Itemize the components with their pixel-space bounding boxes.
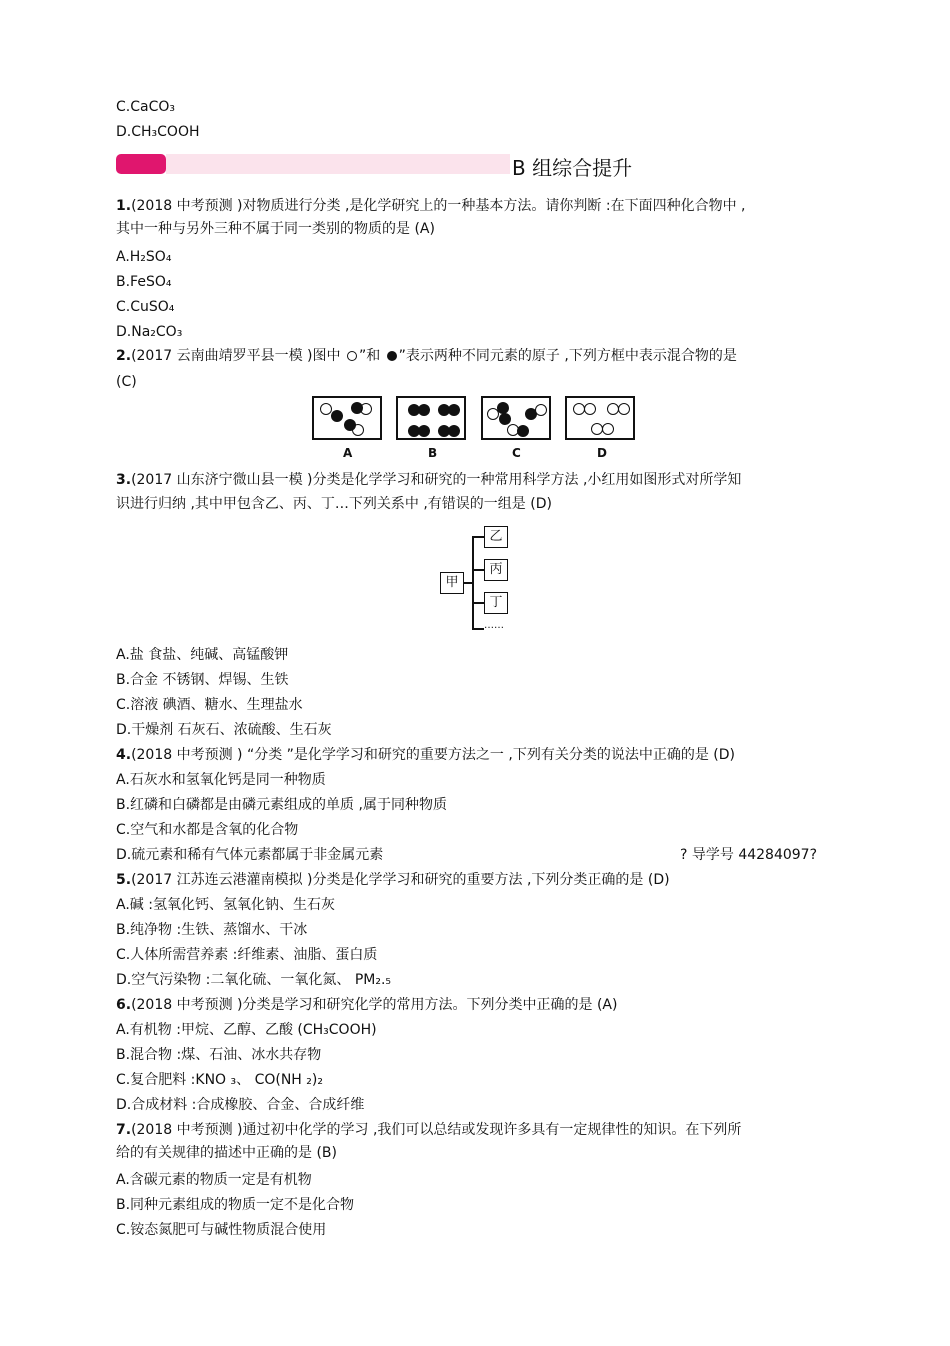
black-atom-icon	[351, 402, 363, 414]
diagram-box-d	[565, 396, 635, 440]
question-6	[116, 996, 617, 1014]
option-line: D.空气污染物 :二氧化硫、一氧化氮、 PM₂.₅	[116, 972, 392, 988]
question-text: ”和	[358, 348, 385, 364]
answer: (C)	[116, 374, 137, 390]
black-atom-icon	[448, 404, 460, 416]
option-line: B.红磷和白磷都是由磷元素组成的单质 ,属于同种物质	[116, 797, 447, 813]
option-line: B.纯净物 :生铁、蒸馏水、干冰	[116, 922, 308, 938]
option-line: A.碱 :氢氧化钙、氢氧化钠、生石灰	[116, 897, 335, 913]
white-atom-icon	[320, 403, 332, 415]
option-line: C.CuSO₄	[116, 299, 175, 315]
question-number: 6.	[116, 997, 132, 1013]
option-line: C.溶液 碘酒、糖水、生理盐水	[116, 697, 303, 713]
white-atom-icon	[584, 403, 596, 415]
question-number: 7.	[116, 1122, 132, 1138]
white-atom-icon	[602, 423, 614, 435]
question-text: (2018 中考预测 )分类是学习和研究化学的常用方法。下列分类中正确的是 (A)	[131, 997, 618, 1013]
question-text-cont: 其中一种与另外三种不属于同一类别的物质的是 (A)	[116, 221, 435, 237]
box-label: C	[512, 446, 521, 460]
question-5	[116, 871, 670, 889]
question-3	[116, 471, 741, 489]
tree-connector	[464, 582, 472, 584]
white-atom-icon	[618, 403, 630, 415]
section-banner-strip	[166, 154, 510, 174]
question-text: (2017 云南曲靖罗平县一模 )图中	[131, 348, 345, 364]
question-number: 4.	[116, 747, 132, 763]
box-label: A	[343, 446, 353, 460]
black-atom-icon	[448, 425, 460, 437]
diagram-box-c	[481, 396, 551, 440]
guide-number: ? 导学号 44284097?	[680, 847, 818, 863]
black-atom-icon	[387, 351, 397, 361]
question-number: 1.	[116, 198, 132, 214]
question-text: ”表示两种不同元素的原子 ,下列方框中表示混合物的是	[398, 348, 737, 364]
question-text: (2018 中考预测 ) “分类 ”是化学学习和研究的重要方法之一 ,下列有关分类的说法中正确的是 (D)	[131, 747, 735, 763]
option-line: C.复合肥料 :KNO ₃、 CO(NH ₂)₂	[116, 1072, 323, 1088]
tree-more: ……	[484, 620, 504, 631]
option-line: B.同种元素组成的物质一定不是化合物	[116, 1197, 355, 1213]
question-text: (2018 中考预测 )通过初中化学的学习 ,我们可以总结或发现许多具有一定规律性的知识。在下列所	[131, 1122, 742, 1138]
option-line: B.混合物 :煤、石油、冰水共存物	[116, 1047, 322, 1063]
option-line: D.Na₂CO₃	[116, 324, 183, 340]
option-line: C.铵态氮肥可与碱性物质混合使用	[116, 1222, 327, 1238]
option-line: D.硫元素和稀有气体元素都属于非金属元素	[116, 847, 384, 863]
white-atom-icon	[535, 404, 547, 416]
option-line: A.含碳元素的物质一定是有机物	[116, 1172, 312, 1188]
option-line: A.H₂SO₄	[116, 249, 172, 265]
tree-child: 丁	[484, 592, 508, 614]
option-line: A.石灰水和氢氧化钙是同一种物质	[116, 772, 326, 788]
question-number: 5.	[116, 872, 132, 888]
black-atom-icon	[344, 419, 356, 431]
black-atom-icon	[418, 404, 430, 416]
diagram-box-a	[312, 396, 382, 440]
option-line: D.干燥剂 石灰石、浓硫酸、生石灰	[116, 722, 332, 738]
option-line: A.有机物 :甲烷、乙醇、乙酸 (CH₃COOH)	[116, 1022, 377, 1038]
section-banner-accent	[116, 154, 166, 174]
question-7	[116, 1121, 741, 1139]
diagram-box-b	[396, 396, 466, 440]
black-atom-icon	[418, 425, 430, 437]
option-line: C.人体所需营养素 :纤维素、油脂、蛋白质	[116, 947, 378, 963]
option-line: B.FeSO₄	[116, 274, 172, 290]
question-text-cont: 识进行归纳 ,其中甲包含乙、丙、丁…下列关系中 ,有错误的一组是 (D)	[116, 496, 552, 512]
option-line: D.CH₃COOH	[116, 124, 200, 140]
black-atom-icon	[499, 413, 511, 425]
option-line: A.盐 食盐、纯碱、高锰酸钾	[116, 647, 289, 663]
section-title: B 组综合提升	[512, 156, 633, 180]
question-number: 2.	[116, 348, 132, 364]
black-atom-icon	[517, 425, 529, 437]
question-2	[116, 347, 737, 365]
tree-connector	[472, 628, 484, 630]
box-label: B	[428, 446, 438, 460]
option-line: D.合成材料 :合成橡胶、合金、合成纤维	[116, 1097, 365, 1113]
tree-connector	[472, 569, 484, 571]
tree-connector	[472, 536, 484, 538]
question-text-cont: 给的有关规律的描述中正确的是 (B)	[116, 1145, 337, 1161]
black-atom-icon	[331, 410, 343, 422]
tree-child: 乙	[484, 526, 508, 548]
question-number: 3.	[116, 472, 132, 488]
tree-trunk	[472, 536, 474, 628]
question-text: (2018 中考预测 )对物质进行分类 ,是化学研究上的一种基本方法。请你判断 :在下面四种化合物中 ,	[131, 198, 746, 214]
option-line: C.空气和水都是含氧的化合物	[116, 822, 299, 838]
white-atom-icon	[347, 351, 357, 361]
question-text: (2017 江苏连云港灌南模拟 )分类是化学学习和研究的重要方法 ,下列分类正确的是 (D)	[131, 872, 670, 888]
tree-connector	[472, 602, 484, 604]
question-1	[116, 197, 745, 215]
box-label: D	[597, 446, 607, 460]
question-text: (2017 山东济宁微山县一模 )分类是化学学习和研究的一种常用科学方法 ,小红用如图形式对所学知	[131, 472, 742, 488]
tree-child: 丙	[484, 559, 508, 581]
option-line: B.合金 不锈钢、焊锡、生铁	[116, 672, 289, 688]
option-line: C.CaCO₃	[116, 99, 175, 115]
question-4	[116, 746, 735, 764]
tree-root: 甲	[440, 572, 464, 594]
